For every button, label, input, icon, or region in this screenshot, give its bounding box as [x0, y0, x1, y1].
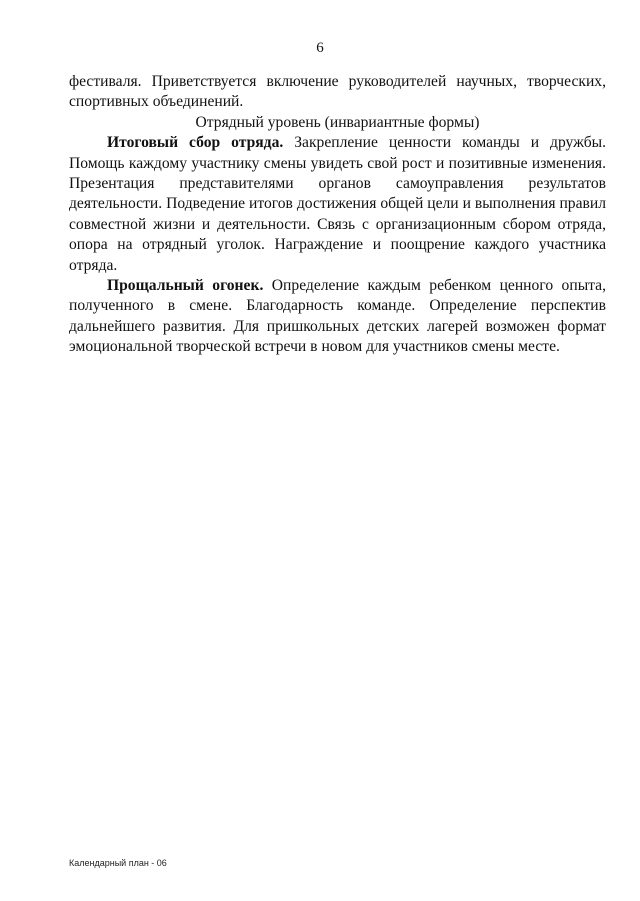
term-final-gathering: Итоговый сбор отряда. [107, 134, 284, 152]
footer-note: Календарный план - 06 [69, 858, 167, 868]
paragraph-continuation: фестиваля. Приветствуется включение руководителей научных, творческих, спортивных объединений. [69, 73, 606, 111]
section-heading: Отрядный уровень (инвариантные формы) [195, 113, 480, 131]
document-body [69, 72, 606, 358]
term-farewell-light: Прощальный огонек. [107, 277, 264, 295]
page-number: 6 [316, 40, 324, 56]
paragraph-final-gathering [69, 133, 606, 276]
paragraph-farewell-light [69, 276, 606, 358]
text-final-gathering: Закрепление ценности команды и дружбы. Помощь каждому участнику смены увидеть свой рост и позитивные изменения. Презентация представителями органов самоуправления результатов деятельности. Подведение итогов достижения общей цели и выполнения правил совместной жизни и деятельности. Связь с организационным сбором отряда, опора на отрядный уголок. Награждение и поощрение каждого участника отряда. [69, 134, 607, 274]
text-farewell-light: Определение каждым ребенком ценного опыта, полученного в смене. Благодарность команде. Определение перспектив дальнейшего развития. Для пришкольных детских лагерей возможен формат эмоциональной творческой встречи в новом для участников смены месте. [69, 277, 607, 356]
